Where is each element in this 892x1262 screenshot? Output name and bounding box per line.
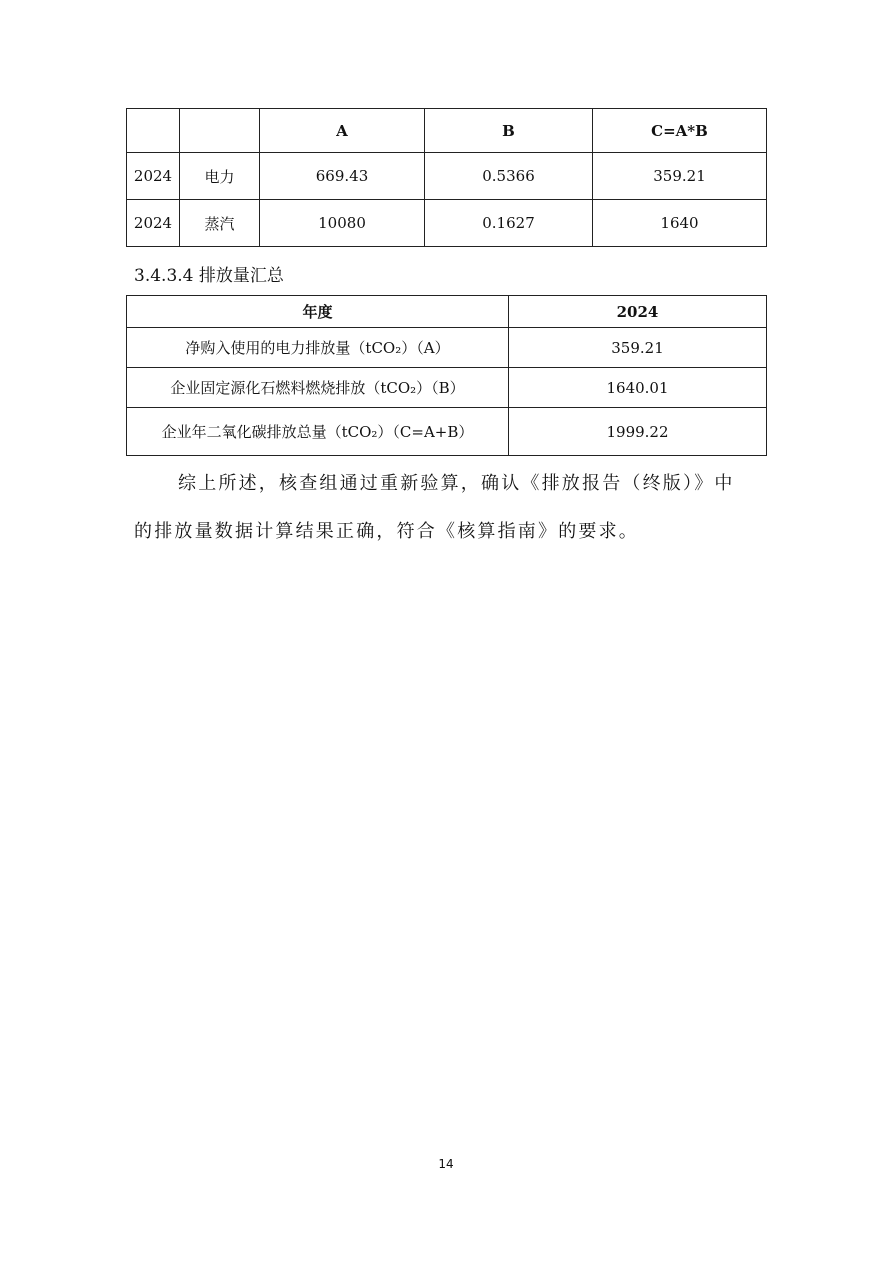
section-heading: 3.4.3.4 排放量汇总 — [134, 266, 284, 286]
emission-summary-table — [126, 295, 767, 456]
conclusion-paragraph-line-1: 综上所述，核查组通过重新验算，确认《排放报告（终版）》中 — [178, 473, 735, 494]
table-row — [127, 200, 767, 247]
header-cell — [127, 109, 180, 153]
value-a-cell: 669.43 — [260, 153, 425, 200]
value-c-cell: 359.21 — [593, 153, 767, 200]
page-number: 14 — [438, 1157, 454, 1171]
type-cell: 电力 — [180, 153, 260, 200]
item-label-cell: 企业固定源化石燃料燃烧排放（tCO₂）（B） — [127, 368, 509, 408]
item-value-cell: 1640.01 — [509, 368, 767, 408]
header-cell-b: B — [425, 109, 593, 153]
table-header-row — [127, 109, 767, 153]
header-cell-year-label: 年度 — [127, 296, 509, 328]
value-c-cell: 1640 — [593, 200, 767, 247]
conclusion-paragraph-line-2: 的排放量数据计算结果正确，符合《核算指南》的要求。 — [134, 521, 639, 542]
item-value-cell: 1999.22 — [509, 408, 767, 456]
item-label-cell: 净购入使用的电力排放量（tCO₂）（A） — [127, 328, 509, 368]
table-header-row — [127, 296, 767, 328]
emission-calculation-table — [126, 108, 767, 247]
year-cell: 2024 — [127, 200, 180, 247]
table-row — [127, 328, 767, 368]
table-row — [127, 368, 767, 408]
value-a-cell: 10080 — [260, 200, 425, 247]
item-label-cell: 企业年二氧化碳排放总量（tCO₂）（C=A+B） — [127, 408, 509, 456]
value-b-cell: 0.5366 — [425, 153, 593, 200]
value-b-cell: 0.1627 — [425, 200, 593, 247]
header-cell-year: 2024 — [509, 296, 767, 328]
header-cell-a: A — [260, 109, 425, 153]
item-value-cell: 359.21 — [509, 328, 767, 368]
type-cell: 蒸汽 — [180, 200, 260, 247]
year-cell: 2024 — [127, 153, 180, 200]
header-cell — [180, 109, 260, 153]
table-row — [127, 408, 767, 456]
header-cell-c: C=A*B — [593, 109, 767, 153]
table-row — [127, 153, 767, 200]
